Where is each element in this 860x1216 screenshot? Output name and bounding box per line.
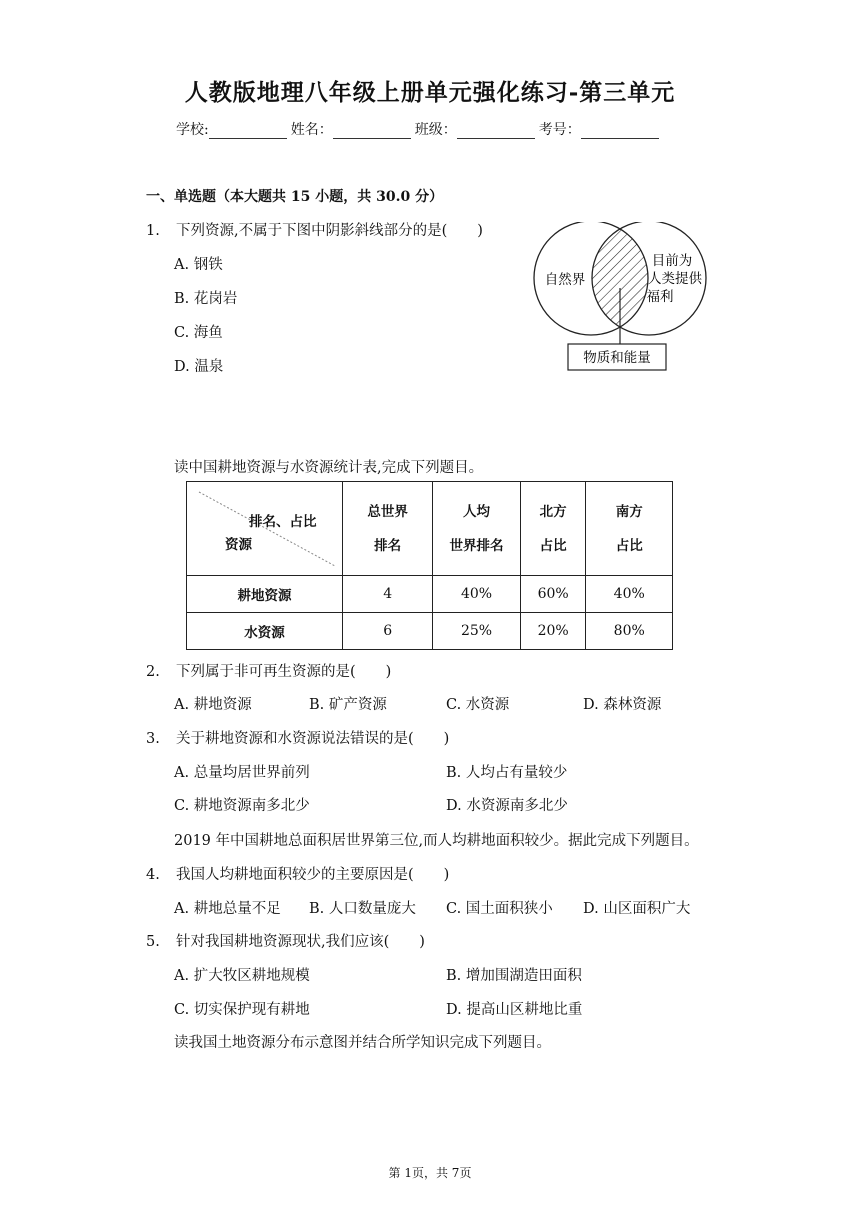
option-3c[interactable]: C. 耕地资源南多北少 bbox=[174, 798, 310, 814]
table-cell: 25% bbox=[433, 613, 520, 650]
header-south-share: 南方 占比 bbox=[586, 482, 673, 576]
q4-intro: 2019 年中国耕地总面积居世界第三位,而人均耕地面积较少。据此完成下列题目。 bbox=[174, 833, 699, 849]
table-intro: 读中国耕地资源与水资源统计表,完成下列题目。 bbox=[174, 460, 484, 476]
option-2a[interactable]: A. 耕地资源 bbox=[174, 697, 252, 713]
option-1d[interactable]: D. 温泉 bbox=[174, 359, 224, 375]
option-2b[interactable]: B. 矿产资源 bbox=[309, 697, 387, 713]
question-text: 我国人均耕地面积较少的主要原因是( bbox=[176, 867, 414, 883]
corner-cell bbox=[187, 482, 343, 576]
table-cell: 6 bbox=[343, 613, 433, 650]
header-world-rank: 总世界 排名 bbox=[343, 482, 433, 576]
corner-top-label: 排名、占比 bbox=[249, 514, 317, 530]
option-4d[interactable]: D. 山区面积广大 bbox=[583, 901, 691, 917]
question-4: 4. 我国人均耕地面积较少的主要原因是( ) bbox=[146, 867, 450, 883]
option-4b[interactable]: B. 人口数量庞大 bbox=[309, 901, 416, 917]
venn-diagram bbox=[520, 222, 720, 374]
q6-intro: 读我国土地资源分布示意图并结合所学知识完成下列题目。 bbox=[174, 1035, 551, 1051]
bottom-label: 物质和能量 bbox=[583, 350, 651, 366]
question-text: 下列资源,不属于下图中阴影斜线部分的是( bbox=[176, 223, 448, 239]
table-cell: 60% bbox=[520, 576, 586, 613]
option-3d[interactable]: D. 水资源南多北少 bbox=[446, 798, 568, 814]
option-2d[interactable]: D. 森林资源 bbox=[583, 697, 662, 713]
header-per-capita-rank: 人均 世界排名 bbox=[433, 482, 520, 576]
question-number: 5. bbox=[146, 934, 160, 950]
table-cell: 40% bbox=[586, 576, 673, 613]
name-blank[interactable] bbox=[333, 124, 411, 139]
row-label: 耕地资源 bbox=[187, 576, 343, 613]
option-5a[interactable]: A. 扩大牧区耕地规模 bbox=[174, 968, 310, 984]
question-number: 2. bbox=[146, 664, 160, 680]
page-footer: 第 1页，共 7页 bbox=[388, 1166, 472, 1180]
resource-table bbox=[186, 481, 673, 650]
option-2c[interactable]: C. 水资源 bbox=[446, 697, 510, 713]
row-label: 水资源 bbox=[187, 613, 343, 650]
school-field[interactable] bbox=[176, 119, 663, 139]
option-3b[interactable]: B. 人均占有量较少 bbox=[446, 765, 568, 781]
question-text: 下列属于非可再生资源的是( bbox=[176, 664, 356, 680]
left-label: 自然界 bbox=[544, 272, 586, 288]
school-blank[interactable] bbox=[209, 124, 287, 139]
option-5b[interactable]: B. 增加围湖造田面积 bbox=[446, 968, 582, 984]
option-4c[interactable]: C. 国土面积狭小 bbox=[446, 901, 553, 917]
question-text: 针对我国耕地资源现状,我们应该( bbox=[176, 934, 390, 950]
option-3a[interactable]: A. 总量均居世界前列 bbox=[174, 765, 310, 781]
table-cell: 20% bbox=[520, 613, 586, 650]
question-number: 3. bbox=[146, 731, 160, 747]
question-text: 关于耕地资源和水资源说法错误的是( bbox=[176, 731, 414, 747]
option-1a[interactable]: A. 钢铁 bbox=[174, 257, 223, 273]
page-title: 人教版地理八年级上册单元强化练习-第三单元 bbox=[184, 79, 676, 106]
table-row bbox=[187, 613, 673, 650]
table-row bbox=[187, 576, 673, 613]
right-label-line2: 人类提供 bbox=[648, 271, 702, 287]
option-1c[interactable]: C. 海鱼 bbox=[174, 325, 223, 341]
table-cell: 40% bbox=[433, 576, 520, 613]
question-3: 3. 关于耕地资源和水资源说法错误的是( ) bbox=[146, 731, 450, 747]
section-heading: 一、单选题（本大题共 15 小题，共 30.0 分） bbox=[146, 189, 444, 205]
option-5d[interactable]: D. 提高山区耕地比重 bbox=[446, 1002, 583, 1018]
option-5c[interactable]: C. 切实保护现有耕地 bbox=[174, 1002, 310, 1018]
school-label: 学校: bbox=[176, 122, 209, 138]
table-cell: 80% bbox=[586, 613, 673, 650]
option-4a[interactable]: A. 耕地总量不足 bbox=[174, 901, 281, 917]
table-header-row bbox=[187, 482, 673, 576]
exam-no-blank[interactable] bbox=[581, 124, 659, 139]
class-label: 班级： bbox=[414, 122, 457, 138]
corner-bottom-label: 资源 bbox=[225, 537, 252, 553]
class-blank[interactable] bbox=[457, 124, 535, 139]
header-north-share: 北方 占比 bbox=[520, 482, 586, 576]
name-label: 姓名： bbox=[290, 122, 333, 138]
right-label-line3: 福利 bbox=[646, 289, 674, 305]
option-1b[interactable]: B. 花岗岩 bbox=[174, 291, 238, 307]
question-2: 2. 下列属于非可再生资源的是( ) bbox=[146, 664, 392, 680]
question-1: 1. 下列资源,不属于下图中阴影斜线部分的是( ) bbox=[146, 223, 483, 239]
question-5: 5. 针对我国耕地资源现状,我们应该( ) bbox=[146, 934, 425, 950]
question-number: 4. bbox=[146, 867, 160, 883]
right-label-line1: 目前为 bbox=[651, 253, 693, 269]
exam-no-label: 考号： bbox=[538, 122, 581, 138]
table-cell: 4 bbox=[343, 576, 433, 613]
question-number: 1. bbox=[146, 223, 160, 239]
